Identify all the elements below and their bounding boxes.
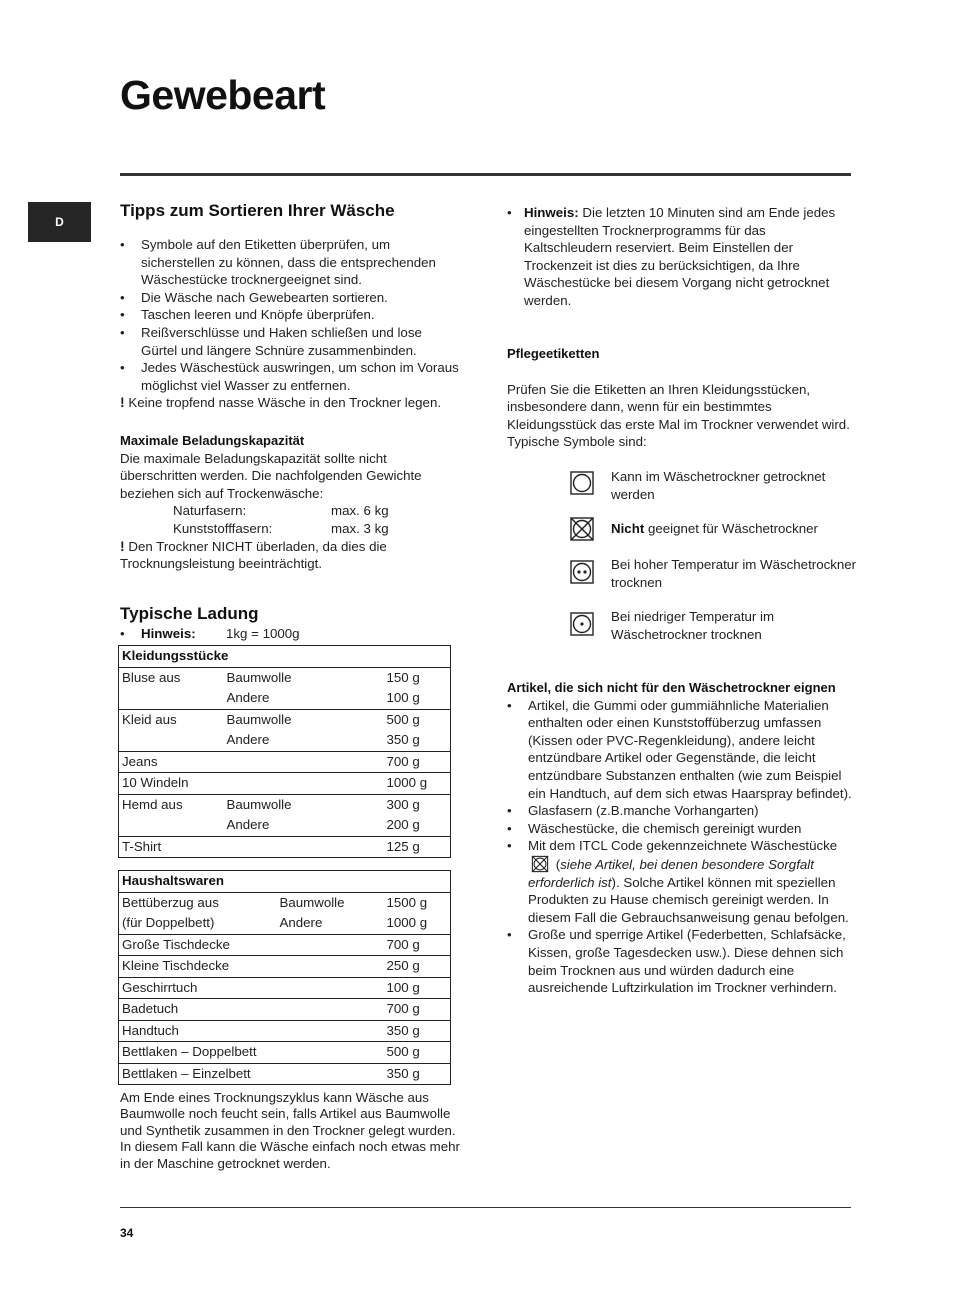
capacity-label: Kunststofffasern: [173,520,273,536]
load-footer: Am Ende eines Trocknungszyklus kann Wäsche aus Baumwolle noch feucht sein, falls Artikel aus Baumwolle und Synthetik zusammen in den Trockner gelegt wurden. In diesem Fall kann die Wäsche einfach noch etwas mehr in der Maschine getrocknet werden. [120,1090,460,1171]
itcl-text-b: ( [555,856,561,872]
unsuitable-list [507,697,852,997]
table-group [119,999,451,1021]
item-cell: Kleine Tischdecke [119,956,277,978]
care-intro: Prüfen Sie die Etiketten an Ihren Kleidungsstücken, insbesondere dann, wenn für ein bestimmtes Kleidungsstück das erste Mal im Trockner verwendet wird. Typische Symbole sind: [507,381,850,450]
item-cell: 10 Windeln [119,773,224,795]
table-row [119,815,451,836]
language-tab: D [28,202,91,242]
table-row [119,836,451,858]
item-cell: Bettlaken – Einzelbett [119,1063,277,1085]
list-item: • Jedes Wäschestück auswringen, um schon im Voraus möglichst viel Wasser zu entfernen. [120,359,460,394]
weight-cell: 1000 g [384,773,451,795]
capacity-warning-text: Den Trockner NICHT überladen, da dies die Trocknungsleistung beeinträchtigt. [120,538,387,572]
capacity-heading: Maximale Beladungskapazität [120,433,305,448]
weight-cell: 1500 g [384,892,451,913]
care-symbol-text-rest: geeignet für Wäschetrockner [644,521,818,536]
weight-cell: 125 g [384,836,451,858]
tumble-dry-low-icon [569,611,595,637]
table-group [119,956,451,978]
clothes-table-header: Kleidungsstücke [119,646,451,668]
load-note-value: 1kg = 1000g [226,626,300,641]
itcl-text-a: Mit dem ITCL Code gekennzeichnete Wäschestücke [528,838,838,854]
hint-text: Die letzten 10 Minuten sind am Ende jedes eingestellten Trocknerprogramms für das Kaltschleudern reserviert. Beim Einstellen der Trockenzeit ist dies zu berücksichtigen, da Ihre Wäschestücke bei diesem Vorgang nicht getrocknet werden. [524,205,836,308]
list-item: • Artikel, die Gummi oder gummiähnliche Materialien enthalten oder einen Kunststoffüberzug umfassen (Kissen oder PVC-Regenkleidung), andere leicht entzündbare Artikel oder Gegenstände, die leicht entzündbare Substanzen enthalten (wie zum Beispiel ein Handtuch, auf dem sich etwas Haarspray befindet). [507,697,852,803]
care-symbol-bold: Nicht [611,521,645,536]
weight-cell: 350 g [384,1063,451,1085]
item-cell: Badetuch [119,999,277,1021]
item-cell [119,815,224,836]
load-heading: Typische Ladung [120,604,259,623]
capacity-warning [120,538,460,573]
table-group [119,1063,451,1085]
warning-icon: ! [120,394,125,411]
item-cell: T-Shirt [119,836,224,858]
table-group [119,892,451,934]
care-symbol-text: Bei niedriger Temperatur im Wäschetrockner trocknen [611,609,775,642]
table-row [119,667,451,688]
fabric-cell: Baumwolle [224,709,384,730]
sorting-list [120,236,460,394]
no-tumble-dry-icon [531,855,549,873]
item-cell [119,730,224,751]
sorting-warning-text: Keine tropfend nasse Wäsche in den Trockner legen. [128,395,442,411]
weight-cell: 100 g [384,977,451,999]
care-section [507,345,852,451]
top-rule [120,173,851,176]
tumble-dry-icon [569,470,595,496]
table-row [119,999,451,1021]
list-item: • Die Wäsche nach Gewebearten sortieren. [120,289,460,307]
table-row [119,913,451,934]
item-cell: Bettüberzug aus [119,892,277,913]
table-group [119,977,451,999]
hint-label: Hinweis: [524,205,579,220]
care-heading: Pflegeetiketten [507,346,600,361]
list-item [507,837,852,926]
fabric-cell: Andere [226,732,270,747]
list-item: • Große und sperrige Artikel (Federbetten, Schlafsäcke, Kissen, große Tagesdecken usw.). Diese dehnen sich beim Trocknen aus und würden dadurch eine ausreichende Luftzirkulation im Trockner verhindern. [507,926,852,996]
list-item: • Reißverschlüsse und Haken schließen und lose Gürtel und längere Schnüre zusammenbinden. [120,324,460,359]
fabric-cell [277,977,384,999]
sorting-warning [120,394,460,412]
weight-cell: 150 g [384,667,451,688]
fabric-cell [277,1063,384,1085]
weight-cell: 1000 g [384,913,451,934]
table-row [119,688,451,709]
care-symbol-row [569,609,775,642]
sorting-heading: Tipps zum Sortieren Ihrer Wäsche [120,201,395,220]
page-title: Gewebeart [120,72,326,118]
item-cell: Geschirrtuch [119,977,277,999]
weight-cell: 200 g [384,815,451,836]
weight-cell: 350 g [384,730,451,751]
item-cell: Bettlaken – Doppelbett [119,1042,277,1064]
tumble-dry-high-icon [569,559,595,585]
table-row [119,977,451,999]
hint-list [507,204,852,310]
item-cell: Hemd aus [119,794,224,815]
household-table [118,870,451,1085]
fabric-cell [277,934,384,956]
table-row [119,794,451,815]
capacity-text: Die maximale Beladungskapazität sollte nicht überschritten werden. Die nachfolgenden Gewichte beziehen sich auf Trockenwäsche: [120,450,422,501]
table-group [119,773,451,795]
capacity-value: max. 6 kg [331,503,389,519]
list-item: • Taschen leeren und Knöpfe überprüfen. [120,306,460,324]
table-row [119,773,451,795]
table-row [119,730,451,751]
fabric-cell: Andere [226,690,270,705]
table-group [119,836,451,858]
care-symbol-text [611,520,861,538]
household-table-header: Haushaltswaren [119,871,451,893]
bullet-icon: • [120,626,125,641]
fabric-cell [277,1042,384,1064]
weight-cell: 300 g [384,794,451,815]
weight-cell: 500 g [384,1042,451,1064]
care-symbol-text: Bei hoher Temperatur im Wäschetrockner trocknen [611,557,857,590]
fabric-cell: Baumwolle [224,794,384,815]
capacity-value: max. 3 kg [331,520,389,536]
fabric-cell [224,836,384,858]
unsuitable-section [507,679,852,997]
no-tumble-dry-icon [569,516,595,542]
itcl-text-c: ). Solche Artikel können mit speziellen Produkten zu Hause chemisch gereinigt werden. In diesem Fall die Gebrauchsanweisung genau befolgen. [528,874,849,925]
weight-cell: 250 g [384,956,451,978]
household-table-wrap [118,870,451,1085]
weight-cell: 700 g [384,751,451,773]
care-symbol-row [569,557,857,590]
capacity-section [120,432,460,573]
weight-cell: 500 g [384,709,451,730]
item-cell: Bluse aus [119,667,224,688]
table-row [119,956,451,978]
item-cell [119,688,224,709]
clothes-table-wrap [118,645,451,858]
fabric-cell: Baumwolle [224,667,384,688]
table-row [119,892,451,913]
capacity-label: Naturfasern: [173,503,247,519]
table-row [119,709,451,730]
weight-cell: 350 g [384,1020,451,1042]
item-cell: Kleid aus [119,709,224,730]
list-item: • Wäschestücke, die chemisch gereinigt wurden [507,820,852,838]
list-item [507,204,852,310]
hint-section [507,204,852,310]
fabric-cell [277,956,384,978]
care-symbol-row [569,469,826,502]
capacity-row-synthetic [120,520,460,538]
table-group [119,934,451,956]
table-group [119,709,451,751]
capacity-row-natural [120,502,460,520]
load-note [120,625,460,643]
care-symbol-row [569,516,818,542]
table-group [119,1042,451,1064]
weight-cell: 100 g [384,688,451,709]
warning-icon: ! [120,537,125,554]
load-note-label: Hinweis: [141,626,196,641]
unsuitable-heading: Artikel, die sich nicht für den Wäschetrockner eignen [507,680,836,695]
table-row [119,751,451,773]
clothes-table [118,645,451,858]
table-row [119,1063,451,1085]
fabric-cell: Baumwolle [277,892,384,913]
fabric-cell [224,751,384,773]
table-group [119,1020,451,1042]
sorting-section [120,200,460,412]
item-cell: Handtuch [119,1020,277,1042]
care-symbol-text: Kann im Wäschetrockner getrocknet werden [611,469,826,502]
table-group [119,794,451,836]
itcl-text-italic: siehe Artikel, bei denen besondere Sorgfalt erforderlich ist [528,856,814,890]
list-item: • Glasfasern (z.B.manche Vorhangarten) [507,802,852,820]
page-number: 34 [120,1226,134,1240]
list-item: • Symbole auf den Etiketten überprüfen, um sicherstellen zu können, dass die entsprechenden Wäschestücke trocknergeeignet sind. [120,236,460,289]
item-cell: Jeans [119,751,224,773]
fabric-cell: Andere [279,915,323,930]
fabric-cell [277,1020,384,1042]
table-group [119,667,451,709]
weight-cell: 700 g [384,999,451,1021]
item-cell: (für Doppelbett) [119,913,277,934]
table-group [119,751,451,773]
load-section [120,603,460,645]
table-row [119,934,451,956]
bottom-rule [120,1207,851,1208]
fabric-cell [224,773,384,795]
table-row [119,1020,451,1042]
weight-cell: 700 g [384,934,451,956]
fabric-cell: Andere [226,817,270,832]
table-row [119,1042,451,1064]
item-cell: Große Tischdecke [119,934,277,956]
fabric-cell [277,999,384,1021]
